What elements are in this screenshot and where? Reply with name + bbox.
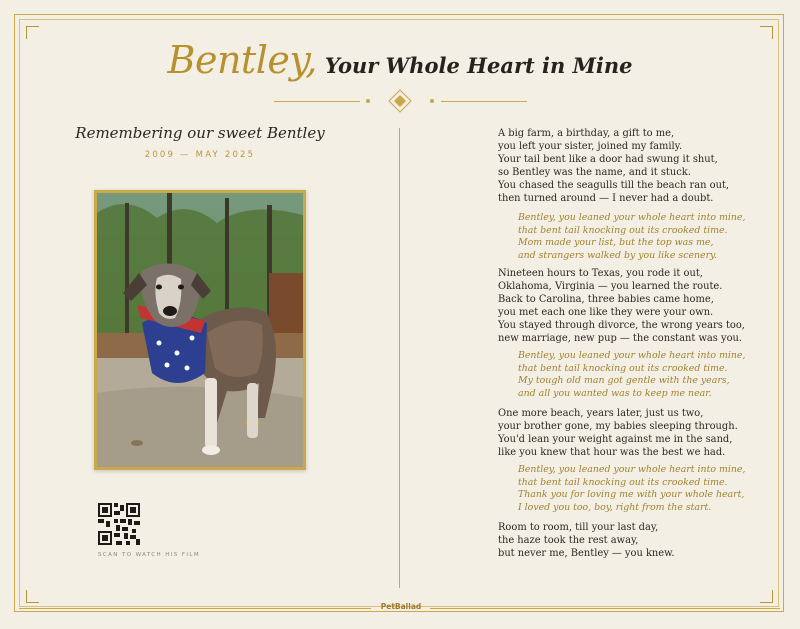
- chorus-line: Bentley, you leaned your whole heart into mine,: [518, 212, 746, 223]
- chorus-line: Thank you for loving me with your whole heart,: [518, 489, 745, 501]
- poem-chorus: [498, 212, 745, 262]
- memorial-dates: 2009 — MAY 2025: [144, 150, 256, 160]
- chorus-line: that bent tail knocking out its crooked time.: [518, 224, 728, 236]
- poem-line: then turned around — I never had a doubt.: [498, 192, 714, 204]
- poem-line: You stayed through divorce, the wrong years too,: [498, 319, 745, 331]
- poem-line: Oklahoma, Virginia — you learned the route.: [498, 280, 723, 292]
- title-text: Your Whole Heart in Mine: [324, 53, 633, 78]
- poem-line: Your tail bent like a door had swung it shut,: [498, 153, 718, 165]
- chorus-line: My tough old man got gentle with the years,: [518, 375, 730, 387]
- footer-line-right: [430, 608, 780, 609]
- poem-line: One more beach, years later, just us two,: [498, 408, 704, 419]
- poem-chorus: [498, 350, 745, 400]
- divider-dot-left: [366, 99, 370, 103]
- footer-line-left: [19, 608, 371, 609]
- diamond-ornament-icon: [387, 88, 413, 114]
- chorus-line: that bent tail knocking out its crooked time.: [518, 362, 728, 374]
- title-pet-name: Bentley,: [167, 38, 317, 82]
- divider-dot-right: [430, 99, 434, 103]
- poem-line: Nineteen hours to Texas, you rode it out,: [498, 268, 703, 279]
- poem-line: Room to room, till your last day,: [498, 522, 659, 533]
- dog-photo: [97, 193, 303, 467]
- qr-code-icon[interactable]: [98, 503, 140, 545]
- corner-ornament-bottom-left: [26, 590, 39, 603]
- poem-stanza: [498, 408, 738, 460]
- poem-line: A big farm, a birthday, a gift to me,: [498, 128, 675, 139]
- brand-logo: PetBallad: [380, 602, 422, 611]
- poem-line: you left your sister, joined my family.: [498, 140, 683, 152]
- column-divider: [399, 128, 400, 588]
- poem-stanza: [498, 128, 729, 205]
- chorus-line: I loved you too, boy, right from the start.: [518, 501, 712, 513]
- chorus-line: and strangers walked by you like scenery.: [518, 249, 718, 261]
- title-divider-right: [441, 101, 527, 102]
- qr-caption: SCAN TO WATCH HIS FILM: [98, 552, 201, 558]
- photo-frame: [94, 190, 306, 470]
- poem-line: so Bentley was the name, and it stuck.: [498, 166, 691, 178]
- poem-stanza: [498, 268, 745, 345]
- chorus-line: Bentley, you leaned your whole heart into mine,: [518, 464, 746, 475]
- poem-chorus: [498, 464, 745, 514]
- poem-line: but never me, Bentley — you knew.: [498, 547, 675, 559]
- poem-line: your brother gone, my babies sleeping through.: [498, 420, 738, 432]
- poem-line: the haze took the rest away,: [498, 534, 639, 546]
- memorial-subtitle: Remembering our sweet Bentley: [75, 124, 325, 142]
- poem-line: You'd lean your weight against me in the sand,: [498, 433, 733, 445]
- chorus-line: and all you wanted was to keep me near.: [518, 387, 712, 399]
- chorus-line: that bent tail knocking out its crooked time.: [518, 476, 728, 488]
- corner-ornament-bottom-right: [760, 590, 773, 603]
- chorus-line: Mom made your list, but the top was me,: [518, 237, 714, 249]
- poem-line: like you knew that hour was the best we had.: [498, 446, 726, 458]
- poem-line: new marriage, new pup — the constant was you.: [498, 332, 743, 344]
- poem-line: Back to Carolina, three babies came home,: [498, 293, 714, 305]
- poem-line: you met each one like they were your own.: [498, 306, 714, 318]
- chorus-line: Bentley, you leaned your whole heart into mine,: [518, 350, 746, 361]
- title-divider-left: [274, 101, 360, 102]
- page-title: [0, 38, 800, 82]
- poem-stanza: [498, 522, 675, 561]
- poem-line: You chased the seagulls till the beach ran out,: [498, 179, 730, 191]
